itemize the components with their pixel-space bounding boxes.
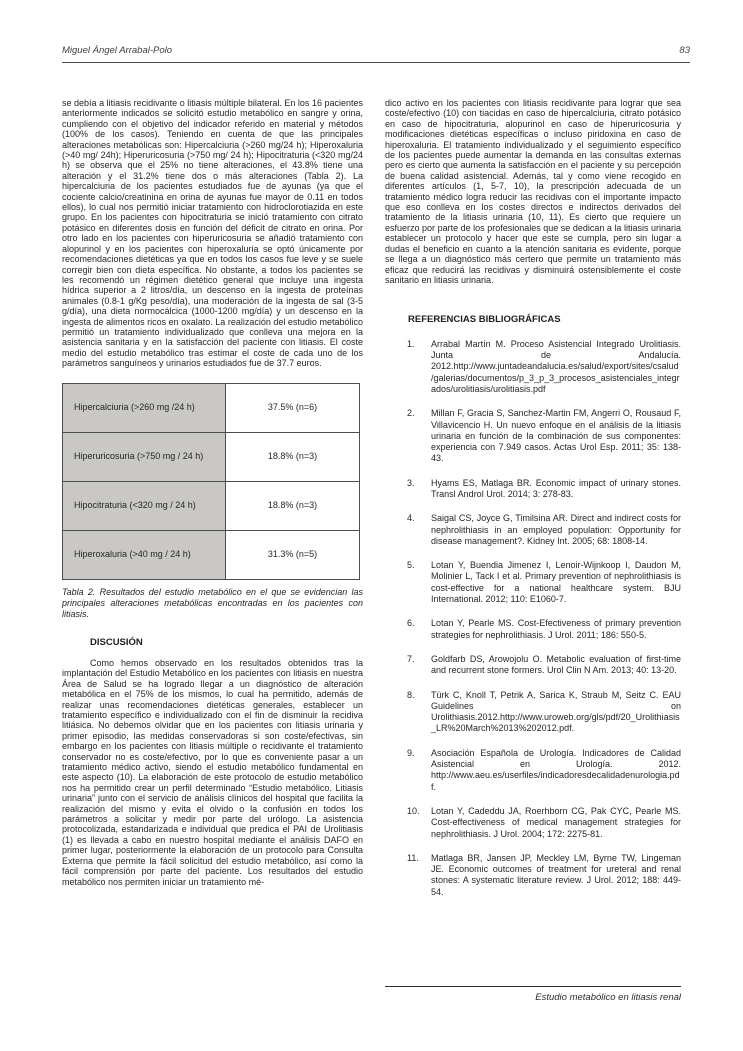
table-row [63, 383, 360, 432]
table-cell-label: Hipocitraturia (<320 mg / 24 h) [63, 481, 226, 530]
page-header [62, 45, 690, 63]
table-cell-value: 37.5% (n=6) [226, 383, 360, 432]
reference-text: Hyams ES, Matlaga BR. Economic impact of urinary stones. Transl Androl Urol. 2014; 3: 278-83. [431, 477, 681, 499]
table-row [63, 432, 360, 481]
reference-text: Millan F, Gracia S, Sanchez-Martin FM, Angerri O, Rousaud F, Villavicencio H. Un nuevo enfoque en el análisis de la litiasis urinaria en función de la combinación de sus componentes: experiencia con 7.949 casos. Actas Urol Esp. 2011; 35: 138-43. [431, 408, 681, 464]
results-paragraph: se debía a litiasis recidivante o litiasis múltiple bilateral. En los 16 pacientes anteriormente indicados se solicitó estudio metabólico en sangre y orina, cumpliendo con el objetivo del indicador referido en material y métodos (100% de los casos). Teniendo en cuenta de que las principales alteraciones metabólicas son: Hipercalciuria (>260 mg/24 h); Hiperoxaluria (>40 mg/ 24h); Hiperuricosuria (>750 mg/ 24 h); Hipocitraturia (<320 mg/24 h) se observa que el 25% no tiene alteraciones, el 43.8% tiene una alteración y el 31.2% tiene dos o más alteraciones (Tabla 2). La hipercalciuria de los pacientes estudiados fue de ayunas (ya que el cociente calcio/creatinina en orina de ayunas fue mayor de 0.11 en todos ellos), lo cual nos permitió iniciar tratamiento con hidroclorotiazida en este grupo. En los pacientes con hipocitraturia se inició tratamiento con citrato potásico en diferentes dosis en función del déficit de citrato en orina. Por otro lado en los pacientes con hiperuricosuria se añadió tratamiento con alopurinol y en los pacientes con hiperoxaluria se optó únicamente por recomendaciones dietéticas ya que en todos los casos fue leve y se suele corregir bien con dieta específica. No obstante, a todos los pacientes se les recomendó un régimen dietético general que incluye una ingesta hídrica superior a 2 litros/día, un descenso en la ingesta de proteínas animales (0.8-1 g/Kg peso/día), una moderación de la ingesta de sal (3-5 g/día), una dieta normocálcica (1000-1200 mg/día) y un descenso en la ingesta de alimentos ricos en oxalato. La realización del estudio metabólico permitió un tratamiento individualizado que conlleva una mejora en la asistencia sanitaria y en la satisfacción del paciente con litiasis. El coste medio del estudio metabólico tras estimar el coste de cada uno de los parámetros sanguíneos y urinarios estudiados fue de 37.7 euros. [62, 98, 363, 369]
footer-running-title: Estudio metabólico en litiasis renal [535, 992, 681, 1003]
conclusion-paragraph: dico activo en los pacientes con litiasis recidivante para lograr que sea coste/efectivo (10) con tiacidas en caso de hipercalciuria, citrato potásico en caso de hipocitraturia, alopurinol en caso de hiperuricosuria y modificaciones dietéticas específicas o incluso piridoxina en caso de hiperoxaluria. El tratamiento individualizado y el seguimiento específico de los pacientes puede aumentar la demanda en las consultas externas pero es cierto que aumenta la satisfacción en el paciente y su percepción de buena calidad asistencial. Además, tal y como viene recogido en diferentes artículos (1, 5-7, 10), la prescripción adecuada de un tratamiento médico logra reducir las recidivas con el importante impacto que eso conlleva en los costes directos e indirectos derivados del tratamiento de la litiasis urinaria (10, 11). Es cierto que requiere un esfuerzo por parte de los profesionales que se dedican a la litiasis urinaria establecer un protocolo y hacer que este se cumpla, pero sin lugar a dudas el beneficio en cuanto a la atención sanitaria es evidente, porque se llega a un diagnóstico más certero que permite un tratamiento más eficaz que reducirá las recidivas y disminuirá ostensiblemente el coste sanitario en litiasis urinaria. [385, 98, 681, 285]
reference-text: Arrabal Martín M. Proceso Asistencial Integrado Urolitiasis. Junta de Andalucía. 2012.http://www.juntadeandalucia.es/salud/export/sites/csalud/galerias/documentos/p_3_p_3_procesos_asistenciales_integrados/urolitiasis/urolitiasis.pdf [431, 338, 681, 394]
header-page-number: 83 [679, 45, 690, 56]
table-cell-label: Hiperoxaluria (>40 mg / 24 h) [63, 530, 226, 579]
reference-item [385, 560, 681, 605]
reference-number: 10. [407, 805, 420, 816]
reference-number: 5. [407, 560, 415, 571]
references-heading: REFERENCIAS BIBLIOGRÁFICAS [408, 314, 561, 326]
table-row [63, 530, 360, 579]
header-author: Miguel Ángel Arrabal-Polo [62, 45, 173, 56]
reference-number: 3. [407, 477, 415, 488]
reference-item [385, 748, 681, 793]
reference-text: Asociación Española de Urología. Indicadores de Calidad Asistencial en Urología. 2012. http://www.aeu.es/userfiles/indicadoresdecalidadenurologia.pdf. [431, 747, 681, 792]
reference-text: Lotan Y, Cadeddu JA, Roerhborn CG, Pak CYC, Pearle MS. Cost-effectiveness of medical management strategies for nephrolithiasis. J Urol. 2004; 172: 2275-81. [431, 805, 681, 839]
reference-item [385, 513, 681, 547]
table-cell-value: 18.8% (n=3) [226, 481, 360, 530]
table-2 [62, 383, 360, 580]
references-list [385, 339, 681, 898]
table-cell-label: Hiperuricosuria (>750 mg / 24 h) [63, 432, 226, 481]
reference-number: 6. [407, 618, 415, 629]
table-cell-value: 31.3% (n=5) [226, 530, 360, 579]
discussion-paragraph: Como hemos observado en los resultados obtenidos tras la implantación del Estudio Metabólico en los pacientes con litiasis en nuestra Área de Salud se ha logrado llegar a un diagnóstico de alteración metabólica en el 75% de los mismos, lo cual ha permitido, además de realizar unas recomendaciones dietéticas generales, establecer un tratamiento específico e individualizado con el fin de disminuir la recidiva litiásica. No debemos olvidar que en los pacientes con litiasis urinaria y primer episodio, las medidas conservadoras si son coste/efectivas, sin embargo en los pacientes con litiasis múltiple o recidivante el tratamiento conservador no es coste/efectivo, por lo que es conveniente pasar a un tratamiento médico activo, siendo el estudio metabólico fundamental en este aspecto (10). La elaboración de este protocolo de estudio metabólico nos ha permitido crear un perfil determinado “Estudio metabólico. Litiasis urinaria” junto con el servicio de análisis clínicos del hospital que facilita la realización del mismo y evita el olvido o la confusión en todos los parámetros a solicitar y medir por parte del urólogo. La asistencia protocolizada, estandarizada e individual que predica el PAI de Urolitiasis (1) es llevada a cabo en nuestro hospital mediante el análisis DAFO en primer lugar, posteriormente la elaboración de un protocolo para Consulta Externa que permite la fácil solicitud del estudio metabólico, así como la fácil comprensión por parte del paciente. Los resultados del estudio metabólico nos permiten iniciar un tratamiento mé- [62, 657, 363, 887]
reference-number: 4. [407, 513, 415, 524]
reference-item [385, 806, 681, 840]
reference-number: 7. [407, 653, 415, 664]
reference-item [385, 618, 681, 641]
reference-number: 2. [407, 408, 415, 419]
table-row [63, 481, 360, 530]
reference-number: 9. [407, 747, 415, 758]
reference-item [385, 408, 681, 464]
reference-item [385, 339, 681, 395]
reference-number: 1. [407, 338, 415, 349]
reference-text: Lotan Y, Buendia Jimenez I, Lenoir-Wijnkoop I, Daudon M, Molinier L, Tack I et al. Primary prevention of nephrolithiasis is cost-effective for a national healthcare system. BJU International. 2012; 110: E1060-7. [431, 560, 681, 605]
reference-item [385, 853, 681, 898]
reference-text: Saigal CS, Joyce G, Timilsina AR. Direct and indirect costs for nephrolithiasis in an employed population: Opportunity for disease management?. Kidney Int. 2005; 68: 1808-14. [431, 513, 681, 546]
reference-text: Lotan Y, Pearle MS. Cost-Efectiveness of primary prevention strategies for nephrolithiasis. J Urol. 2011; 186: 550-5. [431, 618, 681, 640]
table-cell-label: Hipercalciuria (>260 mg /24 h) [63, 383, 226, 432]
right-column [385, 98, 681, 911]
reference-item [385, 690, 681, 735]
discussion-heading: DISCUSIÓN [90, 636, 143, 648]
table-caption: Tabla 2. Resultados del estudio metabólico en el que se evidencian las principales alteraciones metabólicas encontradas en los pacientes con litiasis. [62, 586, 363, 619]
reference-item [385, 654, 681, 677]
table-cell-value: 18.8% (n=3) [226, 432, 360, 481]
reference-text: Türk C, Knoll T, Petrik A, Sarica K, Straub M, Seitz C. EAU Guidelines on Urolithiasis.2012.http://www.uroweb.org/gls/pdf/20_Urolithiasis_LR%20March%2013%202012.pdf. [431, 689, 681, 734]
reference-text: Matlaga BR, Jansen JP, Meckley LM, Byrne TW, Lingeman JE. Economic outcomes of treatment for ureteral and renal stones: A systematic literature review. J Urol. 2012; 188: 449-54. [431, 852, 681, 897]
reference-text: Goldfarb DS, Arowojolu O. Metabolic evaluation of first-time and recurrent stone formers. Urol Clin N Am. 2013; 40: 13-20. [431, 653, 681, 676]
reference-number: 8. [407, 689, 415, 700]
page-footer [385, 986, 681, 1003]
left-column [62, 98, 363, 887]
reference-number: 11. [407, 852, 419, 863]
reference-item [385, 478, 681, 501]
